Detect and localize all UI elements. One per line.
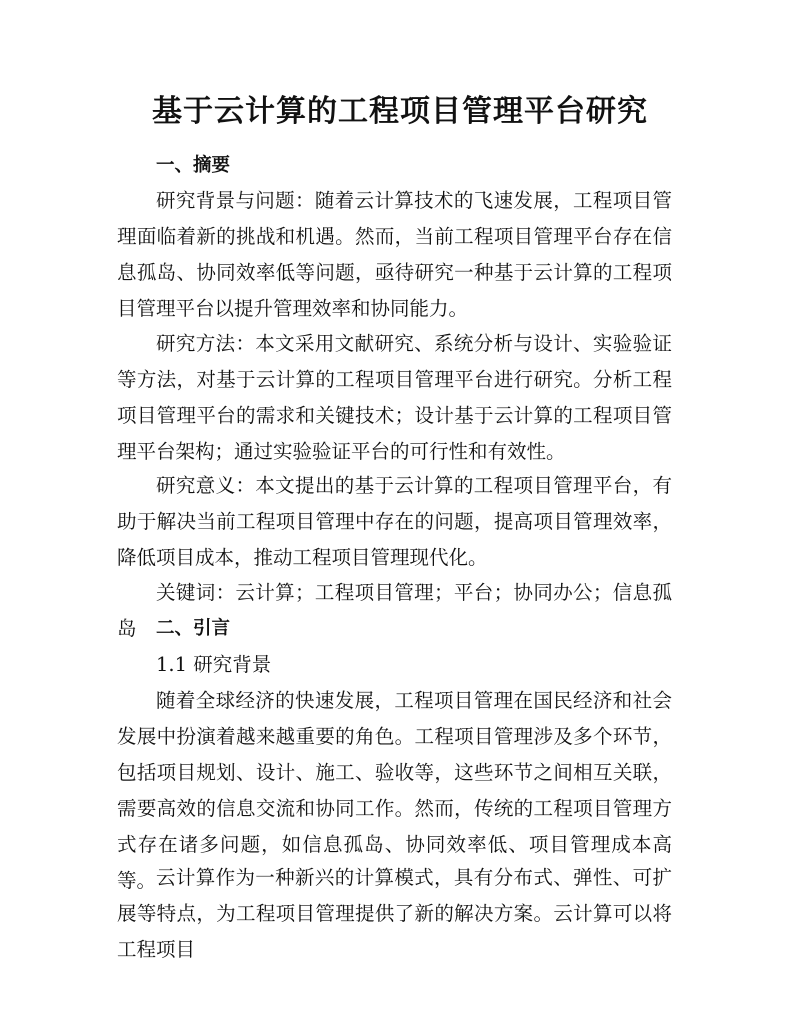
abstract-significance-paragraph: 研究意义：本文提出的基于云计算的工程项目管理平台，有助于解决当前工程项目管理中存在的问题，提高项目管理效率，降低项目成本，推动工程项目管理现代化。 [117, 474, 672, 569]
subsection-heading-background: 1.1 研究背景 [156, 653, 272, 676]
section-heading-introduction: 二、引言 [156, 618, 231, 639]
document-title: 基于云计算的工程项目管理平台研究 [152, 94, 648, 129]
abstract-method-paragraph: 研究方法：本文采用文献研究、系统分析与设计、实验验证等方法，对基于云计算的工程项目管理平台进行研究。分析工程项目管理平台的需求和关键技术；设计基于云计算的工程项目管理平台架构；通过实验验证平台的可行性和有效性。 [117, 332, 672, 463]
introduction-paragraph-2: 云计算作为一种新兴的计算模式，具有分布式、弹性、可扩展等特点，为工程项目管理提供了新的解决方案。云计算可以将工程项目 [117, 866, 672, 961]
section-heading-abstract: 一、摘要 [156, 155, 231, 176]
abstract-background-paragraph: 研究背景与问题：随着云计算技术的飞速发展，工程项目管理面临着新的挑战和机遇。然而，当前工程项目管理平台存在信息孤岛、协同效率低等问题，亟待研究一种基于云计算的工程项目管理平台以提升管理效率和协同能力。 [117, 189, 672, 320]
keywords-line: 关键词：云计算；工程项目管理；平台；协同办公；信息孤岛 [117, 581, 672, 640]
introduction-paragraph-1: 随着全球经济的快速发展，工程项目管理在国民经济和社会发展中扮演着越来越重要的角色。工程项目管理涉及多个环节，包括项目规划、设计、施工、验收等，这些环节之间相互关联，需要高效的信息交流和协同工作。然而，传统的工程项目管理方式存在诸多问题，如信息孤岛、协同效率低、项目管理成本高等。 [117, 689, 672, 892]
